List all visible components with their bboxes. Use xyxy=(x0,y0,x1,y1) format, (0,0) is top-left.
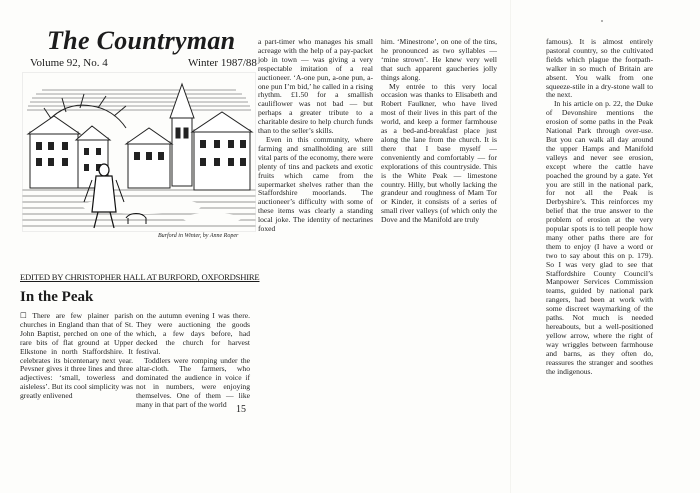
paragraph: him. ‘Minestrone’, on one of the tins, he pronounced as two syllables — ‘mine strown’. He knew very well that such apparent gaucheries jolly things along. xyxy=(381,37,497,82)
paragraph: Toddlers were romping under the altar-cloth. The farmers, who dominated the audience in voice if not in numbers, were enjoying themselves. One of them — like many in that part of the world xyxy=(136,355,250,410)
paragraph: ☐ There are few plainer parish churches in England than that of St. John Baptist, perched on one of the rare bits of flat ground at Upper Elkstone in north Staffordshire. It celebrates its bicentenary next year. Pevsner gives it three lines and three adjectives: ‘small, towerless and aisleless’. But its cool simplicity was greatly enlivened xyxy=(20,311,133,401)
paragraph: In his article on p. 22, the Duke of Devonshire mentions the erosion of some paths in the Peak National Park through over-use. But you can walk all day around the upper Hamps and Manifold valleys and never see erosion, except where the cattle have poached the ground by a gate. Yet you are still in the national park, for not all the Peak is Derbyshire’s. This reinforces my belief that the true answer to the problem of erosion at the very popular spots is to tell people how many other paths there are for them to enjoy (I have a word or two to say about this on p. 179). So I was very glad to see that Staffordshire County Council’s Manpower Services Commission teams, guided by national park rangers, had been at work with some discreet waymarking of the paths. Not much is needed hereabouts, but a well-positioned yellow arrow, where the right of way wriggles between farmhouse and barns, as they often do, reassures the stranger and soothes the indigenous. xyxy=(546,99,653,376)
text-column-2 xyxy=(136,312,250,410)
illustration-caption: Burford in Winter, by Anne Roper xyxy=(158,233,239,239)
text-column-5 xyxy=(546,38,653,376)
town-street-engraving-icon xyxy=(22,72,256,232)
issue-season: Winter 1987/88 xyxy=(188,57,257,69)
page-number: 15 xyxy=(236,404,246,415)
paragraph: a part-timer who manages his small acreage with the help of a pay-packet job in town — was giving a very respectable imitation of a real auctioneer. ‘A-one pun, a-one pun, a-one pun I’m bid,’ he called in a rising rhythm. £1.50 for a smallish cauliflower was not bad — but perhaps a greater tribute to a charitable desire to help church funds than to the seller’s skills. xyxy=(258,37,373,136)
editor-credit: EDITED BY CHRISTOPHER HALL AT BURFORD, OXFORDSHIRE xyxy=(20,272,260,282)
section-title: In the Peak xyxy=(20,289,94,305)
text-column-4 xyxy=(381,38,497,225)
paragraph: My entrée to this very local occasion was thanks to Elisabeth and Robert Faulkner, who have lived most of their lives in this part of the world, and keep a former farmhouse as a bed-and-breakfast place just along the lane from the church. It is there that I base myself — conveniently and comfortably — for explorations of this countryside. This is the White Peak — limestone country. Hilly, but wholly lacking the grandeur and roughness of Mam Tor or Kinder, it consists of a series of small river valleys (of which only the Dove and the Manifold are truly xyxy=(381,81,497,225)
paragraph: famous). It is almost entirely pastoral country, so the cultivated fields which plague the footpath-walker in so much of Britain are absent. You walk from one squeeze-stile in a dry-stone wall to the next. xyxy=(546,37,653,100)
page-fold xyxy=(510,0,511,493)
masthead-title: The Countryman xyxy=(47,26,236,55)
text-column-3 xyxy=(258,38,373,234)
paragraph: Even in this community, where farming and smallholding are still vital parts of the economy, there were plenty of tins and packets and exotic fruits which came from the supermarket shelves rather than the Staffordshire moorlands. The auctioneer’s difficulty with some of these items was clearly a standing local joke. The identity of nectarines foxed xyxy=(258,134,373,234)
text-column-1 xyxy=(20,312,133,401)
paragraph: on the autumn evening I was there. They were auctioning the goods which, a few days before, had decked the church for harvest festival. xyxy=(136,311,250,356)
volume-number: Volume 92, No. 4 xyxy=(30,57,108,69)
speck-mark xyxy=(601,20,603,22)
